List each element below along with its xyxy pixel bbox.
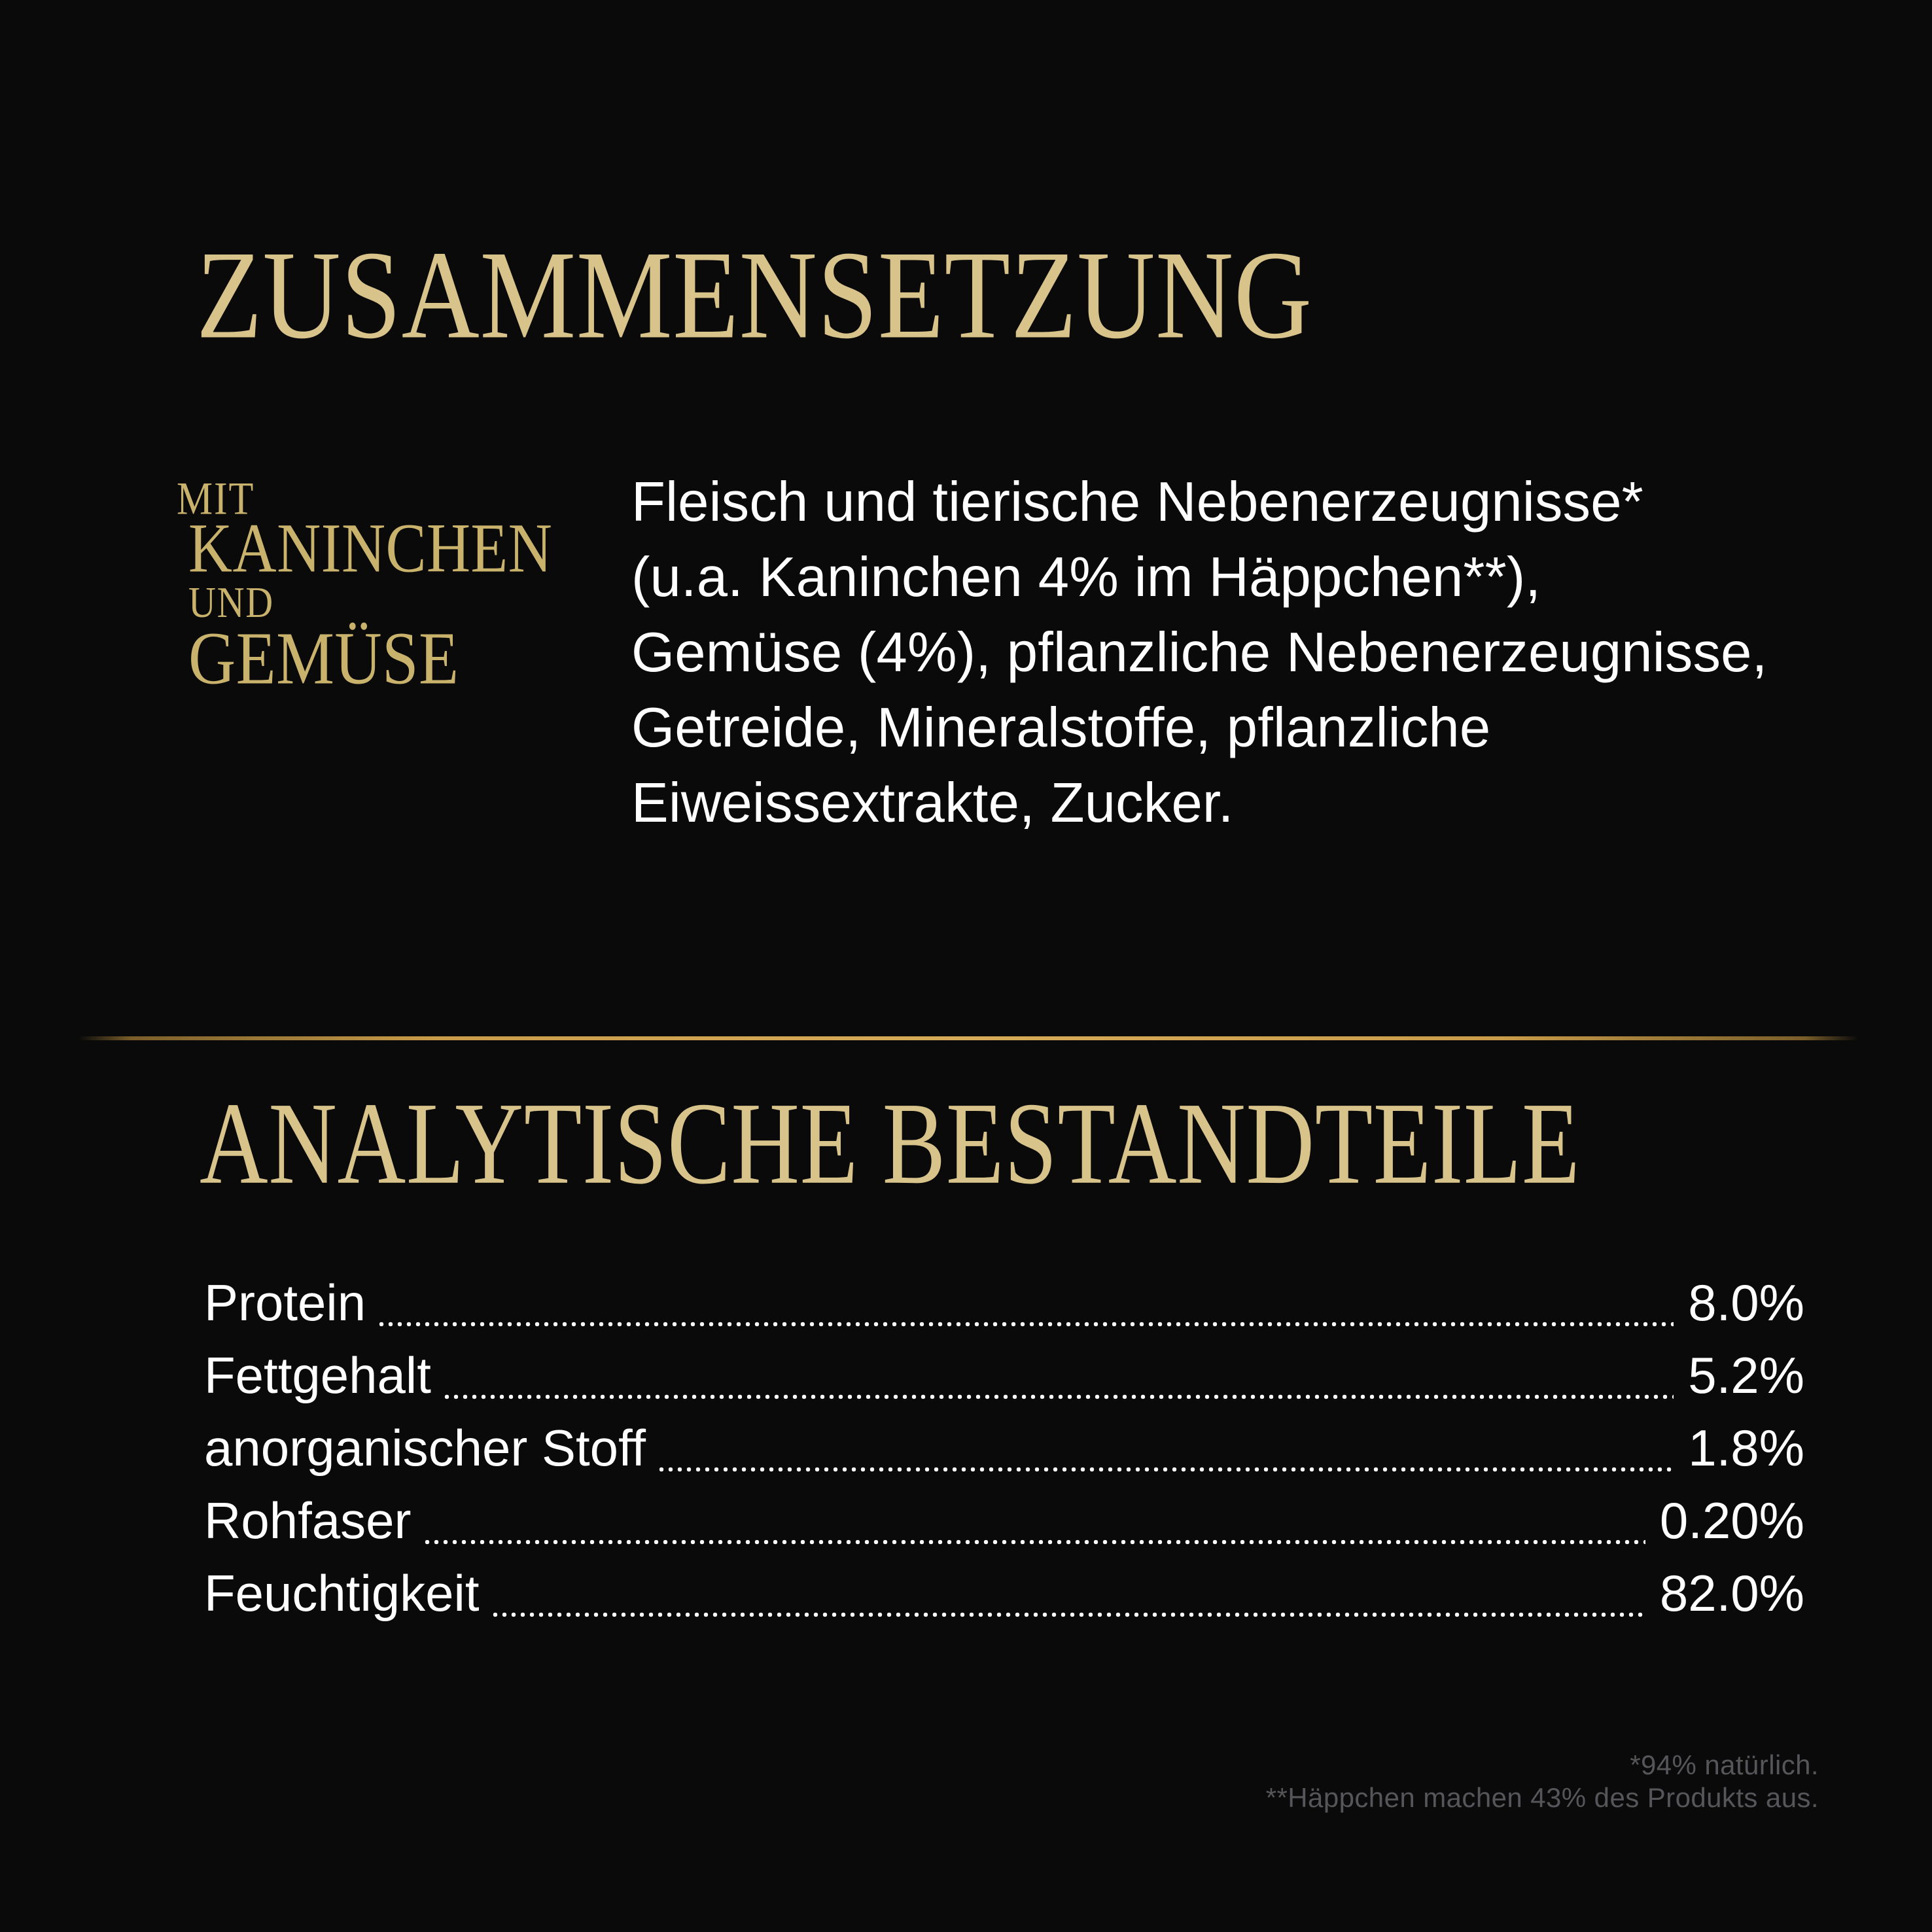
dotted-leader	[444, 1394, 1674, 1399]
variant-label-kaninchen: KANINCHEN	[188, 510, 553, 588]
footnotes	[1266, 1749, 1819, 1814]
variant-label-mit: MIT	[177, 473, 255, 525]
dotted-leader	[379, 1322, 1674, 1327]
ingredients-line: Fleisch und tierische Nebenerzeugnisse*	[631, 471, 1643, 533]
gold-divider-rule	[79, 1036, 1858, 1040]
row-value: 0.20%	[1659, 1492, 1804, 1549]
analysis-section-title: ANALYTISCHE BESTANDTEILE	[200, 1079, 1581, 1209]
table-row	[204, 1557, 1804, 1630]
ingredients-paragraph	[631, 465, 1835, 841]
table-row	[204, 1412, 1804, 1484]
ingredients-line: (u.a. Kaninchen 4% im Häppchen**),	[631, 546, 1541, 608]
row-label: Protein	[204, 1274, 366, 1331]
row-value: 82.0%	[1659, 1564, 1804, 1622]
table-row	[204, 1267, 1804, 1339]
footnote-natural: *94% natürlich.	[1630, 1749, 1819, 1780]
footnote-chunks: **Häppchen machen 43% des Produkts aus.	[1265, 1782, 1819, 1813]
analysis-table	[204, 1267, 1804, 1630]
row-label: anorganischer Stoff	[204, 1419, 646, 1477]
dotted-leader	[425, 1539, 1645, 1545]
ingredients-line: Gemüse (4%), pflanzliche Nebenerzeugnisse,	[631, 622, 1768, 684]
row-value: 1.8%	[1688, 1419, 1804, 1477]
dotted-leader	[493, 1612, 1645, 1617]
ingredients-line: Eiweissextrakte, Zucker.	[631, 772, 1234, 834]
table-row	[204, 1339, 1804, 1412]
row-value: 8.0%	[1688, 1274, 1804, 1331]
variant-label-und: UND	[188, 578, 274, 627]
dotted-leader	[659, 1467, 1674, 1472]
ingredients-line: Getreide, Mineralstoffe, pflanzliche	[631, 697, 1491, 759]
row-value: 5.2%	[1688, 1346, 1804, 1404]
variant-label-gemuese: GEMÜSE	[188, 616, 459, 700]
row-label: Feuchtigkeit	[204, 1564, 480, 1622]
table-row	[204, 1484, 1804, 1557]
row-label: Fettgehalt	[204, 1346, 431, 1404]
composition-section-title: ZUSAMMENSETZUNG	[196, 224, 1312, 365]
row-label: Rohfaser	[204, 1492, 412, 1549]
